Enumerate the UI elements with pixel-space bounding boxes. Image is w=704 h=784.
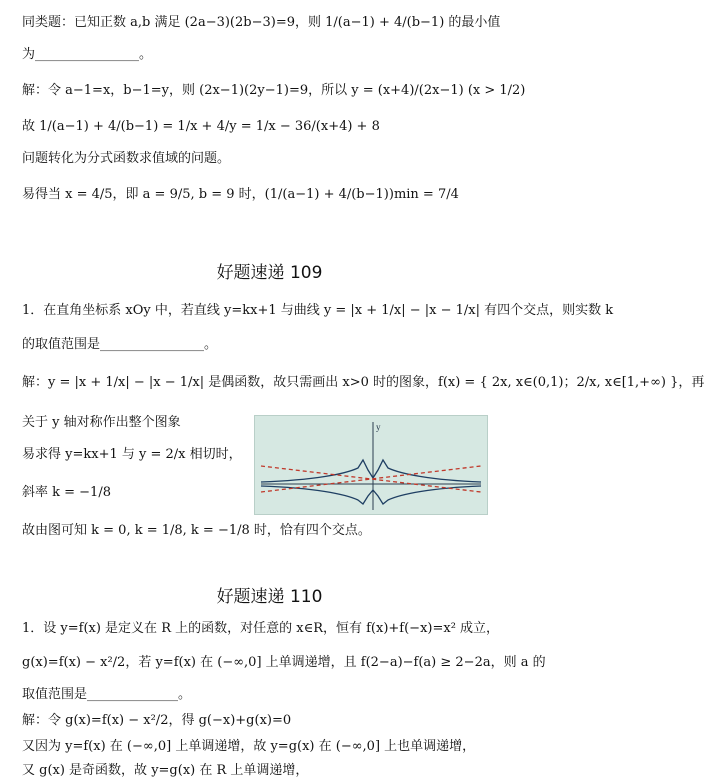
similar-problem-line-2: 为________________。 [22, 47, 153, 62]
solution-109-line-2: 关于 y 轴对称作出整个图象 [22, 415, 181, 430]
curve-upper [261, 460, 481, 482]
solution-line-4: 易得当 x = 4/5，即 a = 9/5, b = 9 时，(1/(a−1) + 4/(b−1))min = 7/4 [22, 187, 459, 202]
section-heading-110: 好题速递 110 [216, 587, 323, 607]
section-heading-109: 好题速递 109 [216, 263, 323, 283]
problem-109-line-1: 1．在直角坐标系 xOy 中，若直线 y=kx+1 与曲线 y = |x + 1/x| − |x − 1/x| 有四个交点，则实数 k [22, 303, 614, 318]
function-graph [254, 415, 488, 515]
curve-lower [261, 486, 481, 504]
solution-line-2: 故 1/(a−1) + 4/(b−1) = 1/x + 4/y = 1/x − 36/(x+4) + 8 [22, 119, 380, 134]
problem-110-line-2: g(x)=f(x) − x²/2，若 y=f(x) 在 (−∞,0] 上单调递增，且 f(2−a)−f(a) ≥ 2−2a，则 a 的 [22, 655, 546, 670]
problem-109-line-2: 的取值范围是________________。 [22, 337, 218, 352]
solution-110-line-1: 解：令 g(x)=f(x) − x²/2，得 g(−x)+g(x)=0 [22, 713, 292, 728]
solution-line-1: 解：令 a−1=x，b−1=y，则 (2x−1)(2y−1)=9，所以 y = (x+4)/(2x−1) (x > 1/2) [22, 83, 526, 98]
solution-109-line-4: 斜率 k = −1/8 [22, 485, 111, 500]
solution-109-conclusion: 故由图可知 k = 0, k = 1/8, k = −1/8 时，恰有四个交点。 [22, 523, 371, 538]
solution-line-3: 问题转化为分式函数求值域的问题。 [22, 151, 231, 166]
solution-110-line-2: 又因为 y=f(x) 在 (−∞,0] 上单调递增，故 y=g(x) 在 (−∞,0] 上也单调递增， [22, 739, 476, 754]
y-axis-label: y [376, 422, 381, 432]
problem-110-line-3: 取值范围是______________。 [22, 687, 192, 702]
solution-109-line-1: 解：y = |x + 1/x| − |x − 1/x| 是偶函数，故只需画出 x>0 时的图象，f(x) = { 2x, x∈(0,1)；2/x, x∈[1,+∞) }，再 [22, 375, 704, 390]
solution-109-line-3: 易求得 y=kx+1 与 y = 2/x 相切时， [22, 447, 242, 462]
similar-problem-line-1: 同类题：已知正数 a,b 满足 (2a−3)(2b−3)=9，则 1/(a−1) + 4/(b−1) 的最小值 [22, 15, 501, 30]
problem-110-line-1: 1．设 y=f(x) 是定义在 R 上的函数，对任意的 x∈R，恒有 f(x)+f(−x)=x² 成立， [22, 621, 500, 636]
solution-110-line-3: 又 g(x) 是奇函数，故 y=g(x) 在 R 上单调递增， [22, 763, 309, 778]
